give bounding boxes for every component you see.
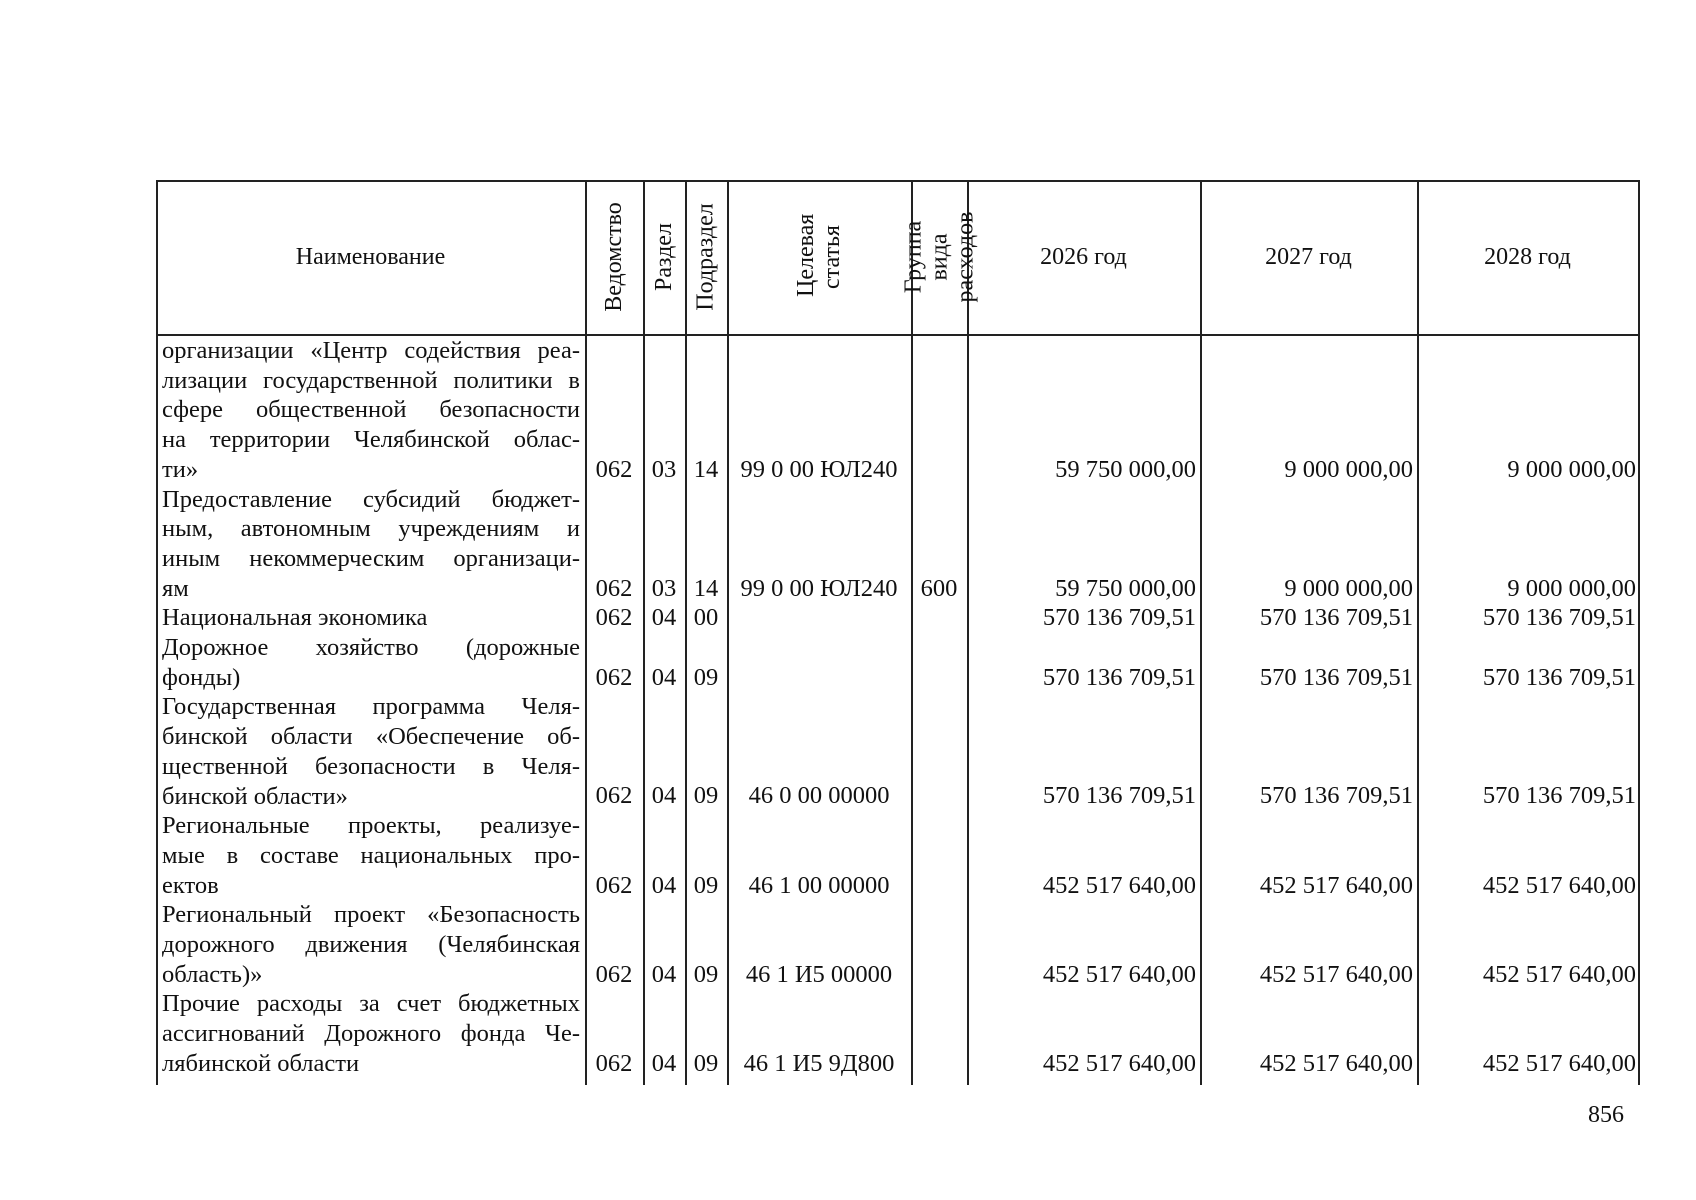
cell-y2027: 452 517 640,00 [1259,1049,1413,1077]
cell-y2028: 570 136 709,51 [1482,663,1636,691]
table-row [156,811,1640,900]
cell-target: 46 1 И5 00000 [745,960,893,988]
row-name-line: ектов [162,871,219,899]
table-row [156,485,1640,604]
cell-section: 04 [651,604,677,632]
row-name [162,485,580,604]
cell-subsection: 09 [693,1049,719,1077]
cell-dept: 062 [595,871,633,899]
header-group [900,180,979,334]
budget-table [156,180,1640,1085]
cell-y2026: 59 750 000,00 [1055,574,1196,602]
cell-y2027: 570 136 709,51 [1259,663,1413,691]
cell-y2027: 9 000 000,00 [1284,574,1413,602]
cell-target: 46 1 И5 9Д800 [743,1049,895,1077]
table-row [156,633,1640,692]
cell-subsection: 09 [693,960,719,988]
cell-y2026: 452 517 640,00 [1042,871,1196,899]
row-name [162,811,580,900]
cell-target: 46 1 00 00000 [748,871,890,899]
cell-section: 04 [651,782,677,810]
cell-y2028: 570 136 709,51 [1482,782,1636,810]
cell-y2026: 452 517 640,00 [1042,1049,1196,1077]
header-name: Наименование [295,243,446,270]
cell-target: 99 0 00 ЮЛ240 [740,574,898,602]
cell-dept: 062 [595,663,633,691]
cell-dept: 062 [595,574,633,602]
table-row [156,900,1640,989]
cell-group: 600 [920,574,958,602]
row-name-line: область)» [162,960,263,988]
row-name-line: лябинской области [162,1049,360,1077]
row-name-line: лизации государственной политики в [162,366,580,394]
row-name-line: иным некоммерческим организаци- [162,544,580,572]
header-section [643,180,685,334]
row-name-line: Национальная экономика [162,604,428,632]
cell-section: 04 [651,960,677,988]
table-row [156,603,1640,633]
row-name [162,900,580,989]
row-name-line: мые в составе национальных про- [162,841,580,869]
row-name-line: Дорожное хозяйство (дорожные [162,634,580,661]
header-2027: 2027 год [1265,243,1352,270]
row-name-line: сфере общественной безопасности [162,396,580,424]
cell-section: 03 [651,455,677,483]
row-name [162,692,580,811]
cell-y2028: 452 517 640,00 [1482,871,1636,899]
row-name-line: Государственная программа Челя- [162,693,580,721]
row-name-line: Региональный проект «Безопасность [162,901,580,929]
cell-y2026: 570 136 709,51 [1042,663,1196,691]
cell-y2027: 452 517 640,00 [1259,871,1413,899]
row-name [162,989,580,1078]
cell-dept: 062 [595,604,633,632]
row-name-line: ти» [162,455,199,483]
cell-target: 99 0 00 ЮЛ240 [740,455,898,483]
row-name-line: ассигнований Дорожного фонда Че- [162,1020,580,1048]
cell-dept: 062 [595,1049,633,1077]
row-name-line: Предоставление субсидий бюджет- [162,485,580,513]
row-name-line: Региональные проекты, реализуе- [162,812,580,840]
header-target [727,180,911,334]
table-row [156,989,1640,1078]
cell-subsection: 09 [693,663,719,691]
cell-section: 04 [651,1049,677,1077]
cell-y2027: 452 517 640,00 [1259,960,1413,988]
cell-subsection: 14 [693,574,719,602]
header-section-label: Раздел [651,223,678,291]
cell-y2027: 570 136 709,51 [1259,782,1413,810]
cell-dept: 062 [595,782,633,810]
header-subsection [685,180,727,334]
table-row [156,336,1640,485]
row-name-line: на территории Челябинской облас- [162,426,580,454]
cell-y2027: 570 136 709,51 [1259,604,1413,632]
row-name-line: бинской области» [162,782,348,810]
row-name-line: дорожного движения (Челябинская [162,931,580,958]
row-name-line: организации «Центр содействия реа- [162,337,580,364]
row-name [162,633,580,692]
cell-y2028: 452 517 640,00 [1482,1049,1636,1077]
cell-y2028: 9 000 000,00 [1507,455,1636,483]
row-name-line: бинской области «Обеспечение об- [162,723,580,751]
cell-y2026: 452 517 640,00 [1042,960,1196,988]
cell-dept: 062 [595,455,633,483]
table-row [156,692,1640,811]
header-2028: 2028 год [1484,243,1571,270]
row-name-line: щественной безопасности в Челя- [162,752,580,780]
row-name-line: ным, автономным учреждениям и [162,515,580,543]
cell-y2026: 570 136 709,51 [1042,604,1196,632]
cell-y2028: 452 517 640,00 [1482,960,1636,988]
header-target-label: Целевая статья [793,213,845,297]
row-name-line: Прочие расходы за счет бюджетных [162,990,580,1018]
cell-target: 46 0 00 00000 [748,782,890,810]
cell-subsection: 14 [693,455,719,483]
cell-y2027: 9 000 000,00 [1284,455,1413,483]
cell-section: 04 [651,871,677,899]
cell-section: 04 [651,663,677,691]
cell-section: 03 [651,574,677,602]
header-dept-label: Ведомство [601,202,627,312]
page-number: 856 [1588,1102,1624,1128]
cell-subsection: 09 [693,871,719,899]
header-2026: 2026 год [1040,243,1127,270]
row-name [162,336,580,485]
header-group-label: Группа вида расходов [900,211,979,303]
row-name [162,603,580,633]
row-name-line: фонды) [162,663,241,691]
cell-subsection: 00 [693,604,719,632]
row-name-line: ям [162,574,189,602]
cell-dept: 062 [595,960,633,988]
cell-subsection: 09 [693,782,719,810]
header-subsection-label: Подраздел [693,203,720,311]
cell-y2026: 59 750 000,00 [1055,455,1196,483]
cell-y2026: 570 136 709,51 [1042,782,1196,810]
cell-y2028: 570 136 709,51 [1482,604,1636,632]
cell-y2028: 9 000 000,00 [1507,574,1636,602]
header-dept [585,180,643,334]
